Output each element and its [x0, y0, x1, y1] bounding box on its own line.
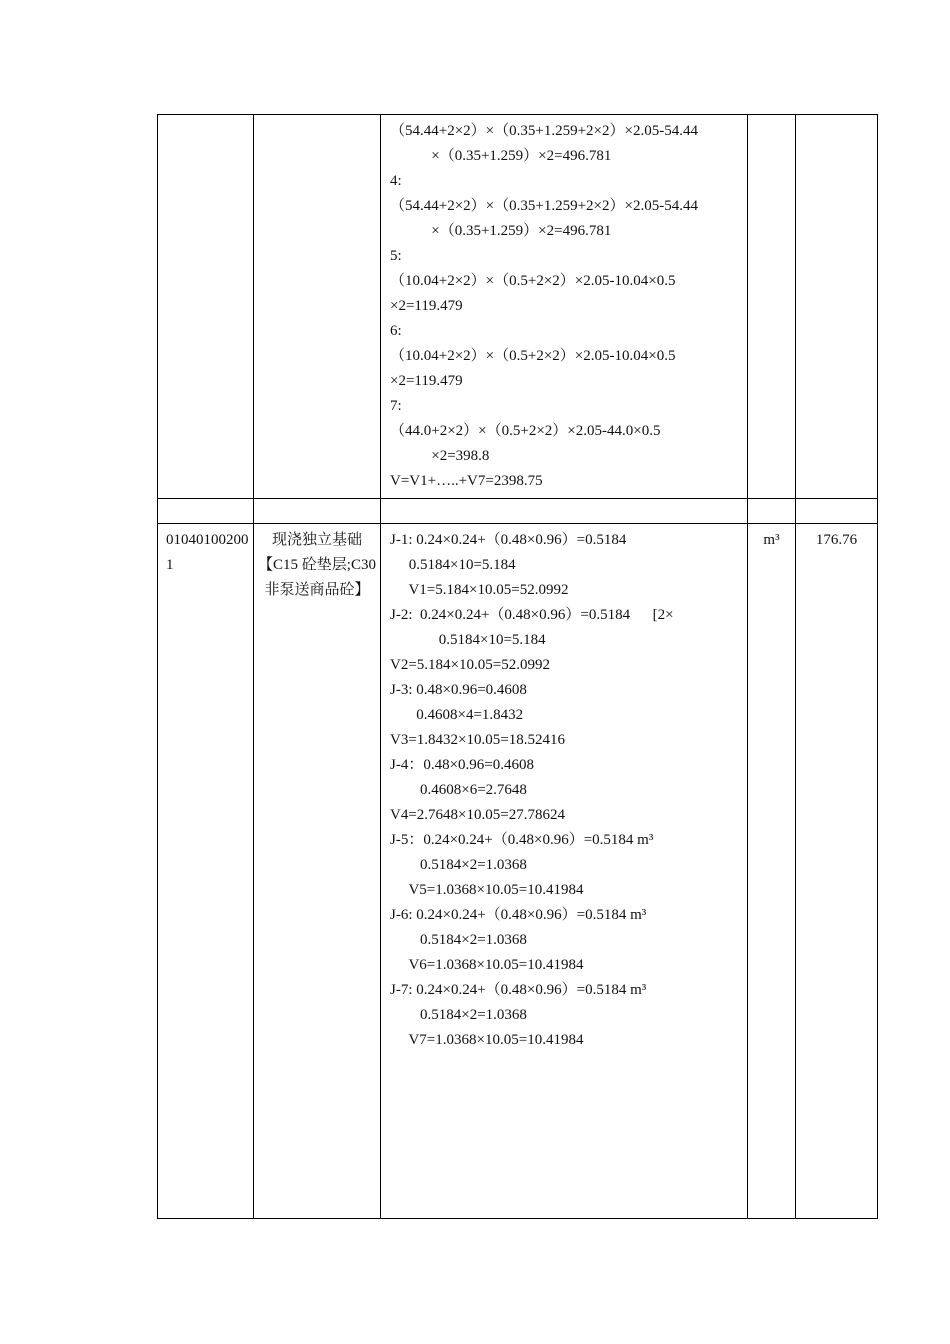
calc-line: V7=1.0368×10.05=10.41984	[390, 1032, 584, 1048]
item-unit: m³	[763, 532, 780, 548]
calc-lines	[381, 524, 747, 1057]
calc-line: ×（0.35+1.259）×2=496.781	[390, 223, 612, 239]
code-cell-empty	[158, 115, 254, 499]
calc-line: 0.4608×4=1.8432	[390, 707, 524, 723]
quantity-calculation-table	[157, 114, 878, 1219]
spacer-cell	[381, 499, 748, 524]
table-row-spacer	[158, 499, 878, 524]
name-cell-empty	[254, 115, 381, 499]
item-name: 现浇独立基础【C15 砼垫层;C30 非泵送商品砼】	[258, 532, 376, 598]
calc-line: J-5：0.24×0.24+（0.48×0.96）=0.5184 m³	[390, 832, 654, 848]
calc-line: 0.5184×10=5.184	[390, 557, 516, 573]
item-code-cell	[158, 524, 254, 1219]
calc-line: V=V1+…..+V7=2398.75	[390, 473, 543, 489]
spacer-cell	[254, 499, 381, 524]
spacer-cell	[748, 499, 796, 524]
calc-line: J-2: 0.24×0.24+（0.48×0.96）=0.5184 [2×	[390, 607, 674, 623]
calc-line: （54.44+2×2）×（0.35+1.259+2×2）×2.05-54.44	[390, 123, 698, 139]
spacer-cell	[796, 499, 878, 524]
item-quantity: 176.76	[815, 532, 858, 548]
calc-lines	[381, 115, 747, 498]
calc-line: J-7: 0.24×0.24+（0.48×0.96）=0.5184 m³	[390, 982, 647, 998]
calc-line: 0.5184×2=1.0368	[390, 932, 527, 948]
calc-line: 6:	[390, 323, 402, 339]
calc-line: 5:	[390, 248, 402, 264]
calc-line: V6=1.0368×10.05=10.41984	[390, 957, 584, 973]
calc-line: ×2=119.479	[390, 373, 463, 389]
calc-line: V4=2.7648×10.05=27.78624	[390, 807, 565, 823]
calc-line: 7:	[390, 398, 402, 414]
table-row-item	[158, 524, 878, 1219]
calc-line: V5=1.0368×10.05=10.41984	[390, 882, 584, 898]
calc-line: J-4：0.48×0.96=0.4608	[390, 757, 535, 773]
calc-line: ×2=119.479	[390, 298, 463, 314]
calc-line: 0.5184×10=5.184	[390, 632, 546, 648]
calc-line: （54.44+2×2）×（0.35+1.259+2×2）×2.05-54.44	[390, 198, 698, 214]
spacer-cell	[158, 499, 254, 524]
item-unit-cell	[748, 524, 796, 1219]
calc-line: J-6: 0.24×0.24+（0.48×0.96）=0.5184 m³	[390, 907, 647, 923]
calc-line: 0.5184×2=1.0368	[390, 1007, 527, 1023]
item-name-cell	[254, 524, 381, 1219]
calc-line: ×（0.35+1.259）×2=496.781	[390, 148, 612, 164]
item-quantity-cell	[796, 524, 878, 1219]
calc-line: （44.0+2×2）×（0.5+2×2）×2.05-44.0×0.5	[390, 423, 661, 439]
calc-line: 4:	[390, 173, 402, 189]
calculation-cell	[381, 524, 748, 1219]
quantity-cell-empty	[796, 115, 878, 499]
calc-line: V1=5.184×10.05=52.0992	[390, 582, 569, 598]
table-row-continued	[158, 115, 878, 499]
calc-line: 0.5184×2=1.0368	[390, 857, 527, 873]
unit-cell-empty	[748, 115, 796, 499]
item-code: 010401002001	[166, 532, 249, 573]
calc-line: J-3: 0.48×0.96=0.4608	[390, 682, 527, 698]
calculation-cell	[381, 115, 748, 499]
calc-line: （10.04+2×2）×（0.5+2×2）×2.05-10.04×0.5	[390, 348, 676, 364]
calc-line: （10.04+2×2）×（0.5+2×2）×2.05-10.04×0.5	[390, 273, 676, 289]
calc-line: 0.4608×6=2.7648	[390, 782, 527, 798]
calc-line: V3=1.8432×10.05=18.52416	[390, 732, 565, 748]
calc-line: J-1: 0.24×0.24+（0.48×0.96）=0.5184	[390, 532, 627, 548]
calc-line: V2=5.184×10.05=52.0992	[390, 657, 550, 673]
calc-line: ×2=398.8	[390, 448, 490, 464]
